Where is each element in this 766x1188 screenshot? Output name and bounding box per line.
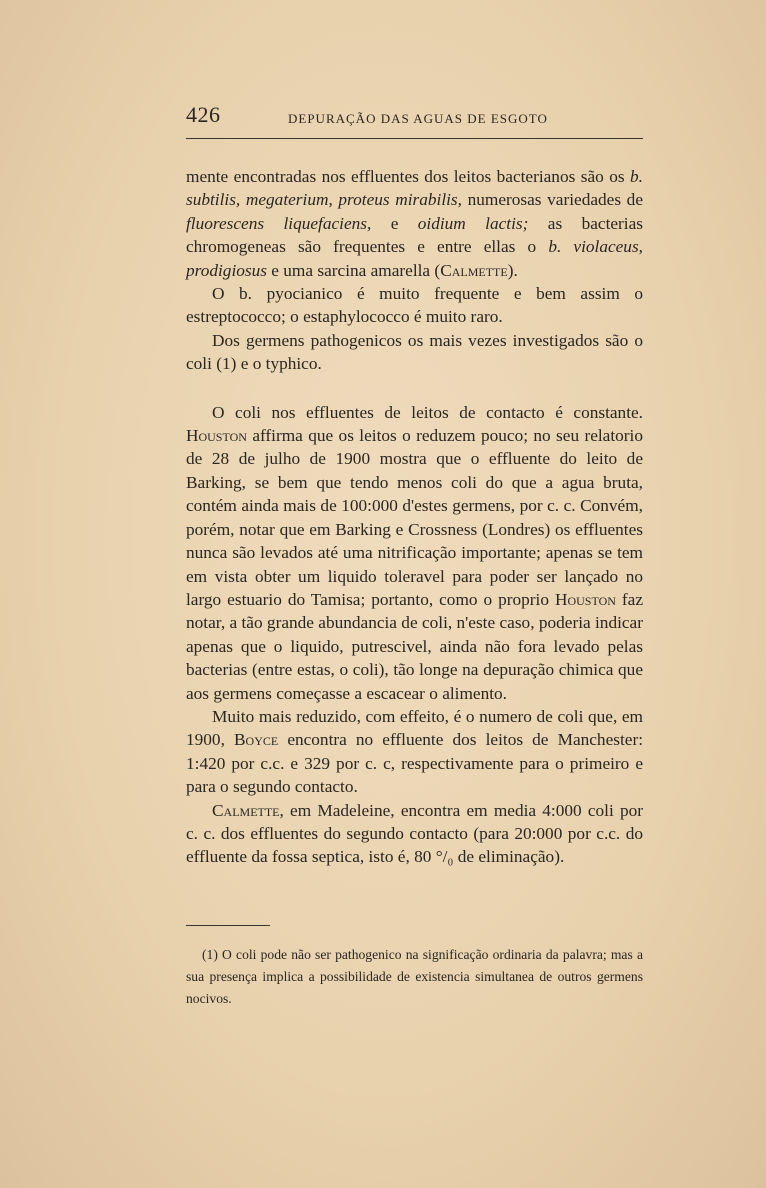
italic-run: b. violaceus, prodigiosus xyxy=(186,237,643,280)
body-text xyxy=(186,165,643,869)
text-run: e uma sarcina amarella ( xyxy=(266,260,441,280)
text-run: numerosas variedades de xyxy=(461,190,643,210)
paragraph-6 xyxy=(186,799,643,869)
running-title: DEPURAÇÃO DAS AGUAS DE ESGOTO xyxy=(288,111,548,126)
footnote-divider xyxy=(186,925,270,926)
author-name: Boyce xyxy=(234,730,279,750)
text-run: as bacterias chromogeneas são frequentes e entre ellas o xyxy=(186,213,643,257)
text-run: Muito mais reduzido, com effeito, é o numero de coli que, em 1900, xyxy=(186,706,643,750)
author-name: Houston xyxy=(186,426,247,446)
author-name: Calmette xyxy=(212,800,280,820)
author-name: Houston xyxy=(554,589,616,609)
text-run: e xyxy=(371,213,418,233)
running-header xyxy=(186,102,643,139)
text-run: faz notar, a tão grande abundancia de coli, n'este caso, poderia indicar apenas que o liquido, putrescivel, ainda não fora levado pelas bacterias (entre estas, o coli), tão longe na depuração chimica que aos germens começasse a escacear o alimento. xyxy=(186,589,643,703)
paragraph-2: O b. pyocianico é muito frequente e bem assim o estreptococco; o estaphylococco é muito raro. xyxy=(186,284,643,327)
page-number: 426 xyxy=(186,102,221,127)
paragraph-1 xyxy=(186,165,643,282)
footnote xyxy=(186,944,643,1010)
text-run: encontra no effluente dos leitos de Manchester: 1:420 por c.c. e 329 por c. c, respectivamente para o primeiro e para o segundo contacto. xyxy=(186,730,643,797)
text-run: Dos germens pathogenicos os mais vezes investigados são o coli (1) e o typhico. xyxy=(186,330,643,374)
italic-run: oidium lactis; xyxy=(417,213,529,233)
paragraph-gap xyxy=(186,376,643,401)
paragraph-5 xyxy=(186,705,643,799)
author-name: Calmette xyxy=(440,260,508,280)
italic-run: b. subtilis, megaterium, proteus mirabilis, xyxy=(186,167,643,210)
italic-run: fluorescens liquefaciens, xyxy=(186,213,372,233)
text-run: affirma que os leitos o reduzem pouco; no seu relatorio de 28 de julho de 1900 mostra que o effluente do leito de Barking, se bem que tendo menos coli do que a agua bruta, contém ainda mais de 100:000 d'estes germens, por c. c. Convém, porém, notar que em Barking e Crossness (Londres) os effluentes nunca são levados até uma nitrificação importante; apenas se tem em vista obter um liquido toleravel para poder ser lançado no largo estuario do Tamisa; portanto, como o proprio xyxy=(186,426,643,609)
text-run: ). xyxy=(507,260,518,280)
paragraph-4 xyxy=(186,401,643,705)
paragraph-3 xyxy=(186,329,643,376)
text-run: O coli nos effluentes de leitos de contacto é constante. xyxy=(212,402,643,422)
text-run: mente encontradas nos effluentes dos leitos bacterianos são os xyxy=(186,167,631,186)
text-run: , em Madeleine, encontra em media 4:000 coli por c. c. dos effluentes do segundo contacto (para 20:000 por c.c. do effluente da fossa septica, isto é, 80 °/₀ de eliminação). xyxy=(186,800,643,867)
footnote-text: (1) O coli pode não ser pathogenico na significação ordinaria da palavra; mas a sua presença implica a possibilidade de existencia simultanea de outros germens nocivos. xyxy=(186,947,643,1006)
